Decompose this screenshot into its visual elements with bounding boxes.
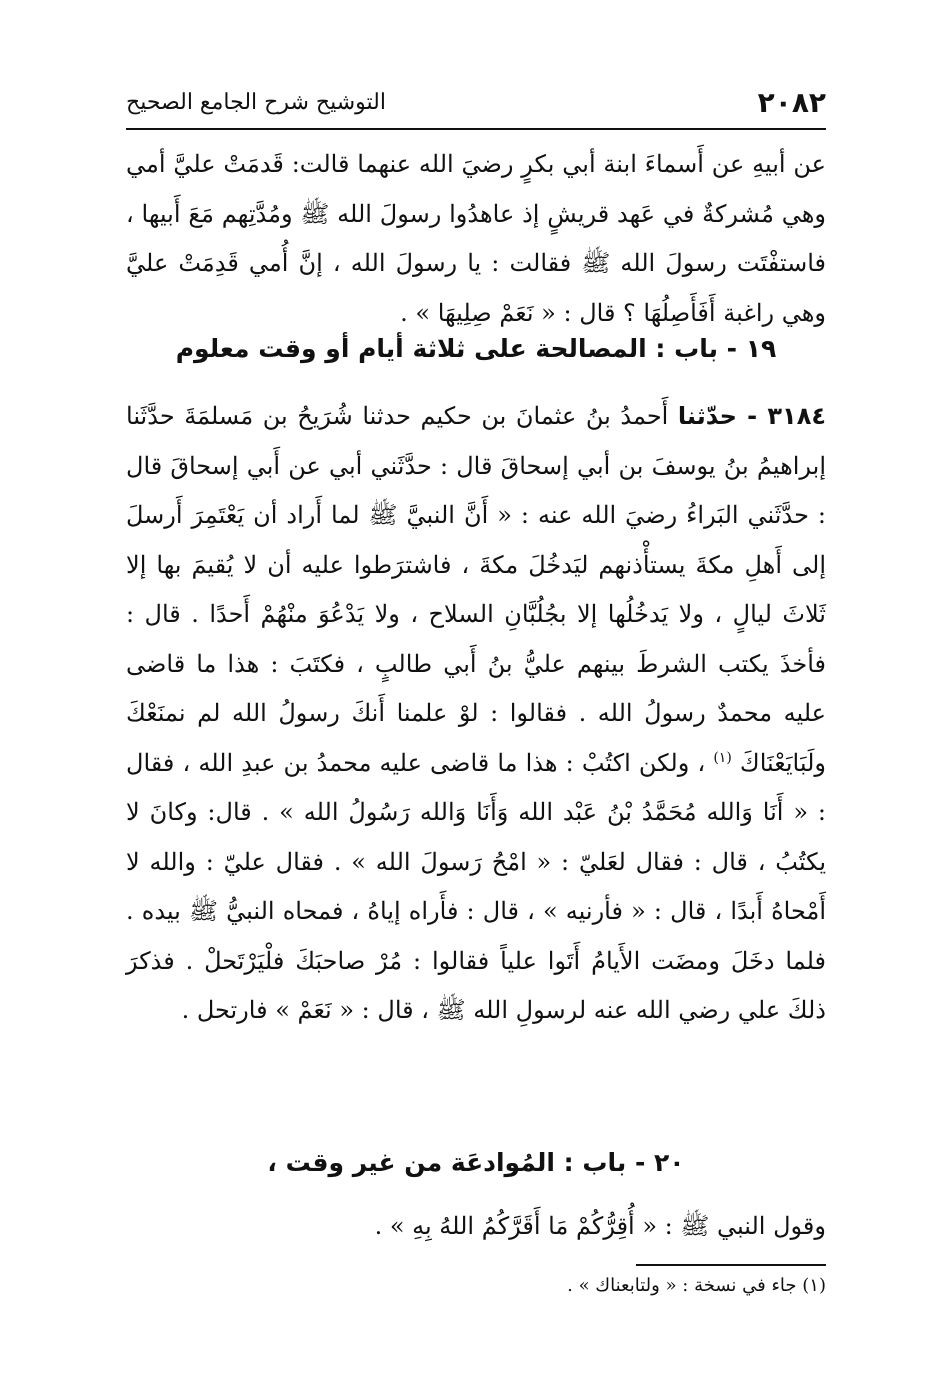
paragraph-asma-hadith: عن أبيهِ عن أَسماءَ ابنة أبي بكرٍ رضيَ الله عنهما قالت: قَدمَتْ عليَّ أمي وهي مُشركةٌ في عَهد قريشٍ إذ عاهدُوا رسولَ الله ﷺ ومُدَّتِهم مَعَ أَبيها ، فاستفْتَت رسولَ الله ﷺ فقالت : يا رسولَ الله ، إنَّ أُمي قَدِمَتْ عليَّ وهي راغبة أَفَأَصِلُهَا ؟ قال : « نَعَمْ صِلِيهَا » . <box>126 150 826 327</box>
page-number: ٢٠٨٢ <box>757 85 826 119</box>
footnote-divider <box>636 1264 826 1266</box>
footnote: (١) جاء في نسخة : « ولتابعناك » . <box>567 1275 826 1296</box>
hadith-text-part2: ، ولكن اكتُبْ : هذا ما قاضى عليه محمدُ بن عبدِ الله ، فقال : « أَنَا وَالله مُحَمَّدُ بْنُ عَبْد الله وَأَنَا وَالله رَسُولُ الله » . قال: وكانَ لا يكتُبُ ، قال : فقال لعَليّ : « امْحُ رَسولَ الله » . فقال عليّ : والله لا أَمْحاهُ أَبدًا ، قال : « فأرنيه » ، قال : فأَراه إياهُ ، فمحاه النبيُّ ﷺ بيده . فلما دخَلَ ومضَت الأَيامُ أَتَوا علياً فقالوا : مُرْ صاحبَكَ فلْيَرْتَحلْ . فذكرَ ذلكَ علي رضي الله عنه لرسولِ الله ﷺ ، قال : « نَعَمْ » فارتحل . <box>126 748 826 1024</box>
hadith-text-part1: أَحمدُ بنُ عثمانَ بن حكيم حدثنا شُرَيحُ بن مَسلمَةَ حدَّثَنا إبراهيمُ بنُ يوسفَ بن أبي إسحاقَ قال : حدَّثَني أبي عن أَبي إسحاقَ قال : حدَّثَني البَراءُ رضيَ الله عنه : « أَنَّ النبيَّ ﷺ لما أَراد أن يَعْتَمِرَ أَرسلَ إلى أَهلِ مكةَ يستأْذنهم ليَدخُلَ مكةَ ، فاشترَطوا عليه أن لا يُقيمَ بها إلا ثَلاثَ ليالٍ ، ولا يَدخُلُها إلا بجُلُبَّانِ السلاح ، ولا يَدْعُوَ منْهُمْ أَحدًا . قال : فأخذَ يكتب الشرطَ بينهم عليُّ بنُ أَبي طالبٍ ، فكتَبَ : هذا ما قاضى عليه محمدٌ رسولُ الله . فقالوا : لوْ علمنا أَنكَ رسولُ الله لم نمنَعْكَ ولَبَايَعْنَاكَ <box>126 402 826 777</box>
paragraph-prophet-saying: وقول النبي ﷺ : « أُقِرُّكُمْ مَا أَقَرَّكُمُ اللهُ بِهِ » . <box>374 1212 826 1240</box>
hadith-number-lead: ٣١٨٤ - حدّثنا <box>677 402 826 430</box>
footnote-marker[interactable]: (١) <box>713 749 732 766</box>
page-header <box>126 82 826 122</box>
header-divider <box>126 128 826 130</box>
running-title: التوشيح شرح الجامع الصحيح <box>126 89 386 115</box>
chapter-heading-19: ١٩ - باب : المصالحة على ثلاثة أيام أو وقت معلوم <box>175 334 777 363</box>
hadith-3184 <box>126 392 826 1036</box>
chapter-heading-20: ٢٠ - باب : المُوادعَة من غير وقت ، <box>267 1148 685 1177</box>
